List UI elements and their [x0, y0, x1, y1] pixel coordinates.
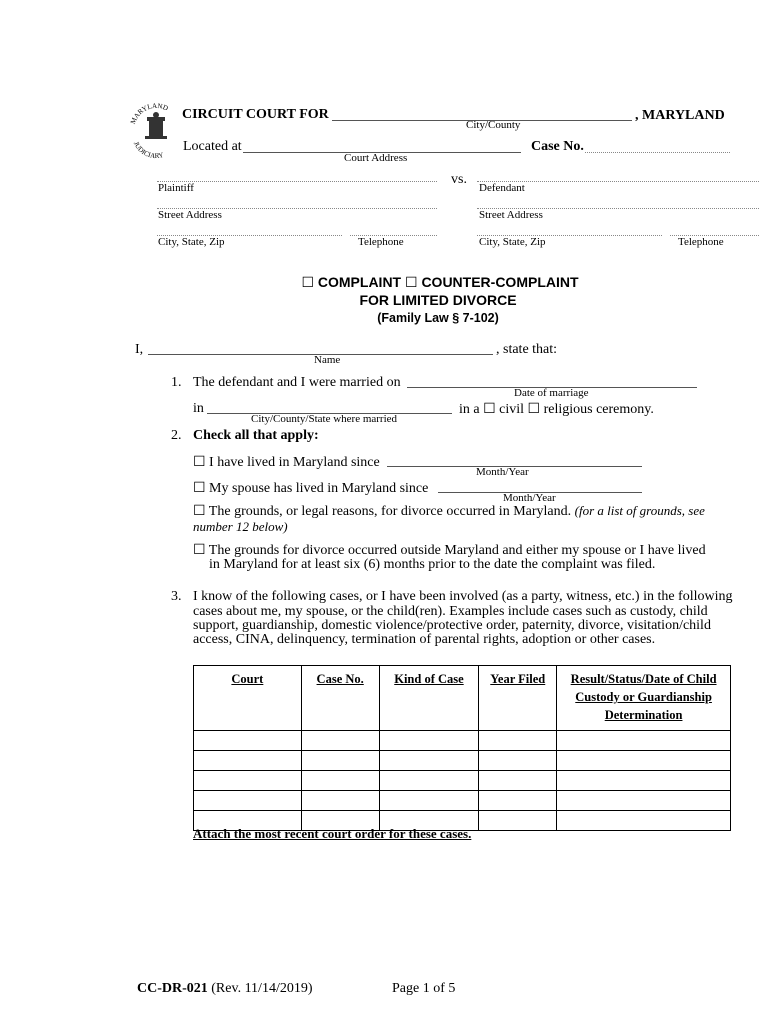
table-cell[interactable] — [379, 751, 479, 771]
table-cell[interactable] — [379, 791, 479, 811]
table-row — [194, 751, 731, 771]
table-cell[interactable] — [194, 751, 302, 771]
grounds-outside-continued: in Maryland for at least six (6) months prior to the date the complaint was filed. — [209, 557, 656, 572]
name-caption: Name — [314, 354, 341, 366]
plaintiff-telephone-caption: Telephone — [358, 236, 404, 248]
table-cell[interactable] — [194, 731, 302, 751]
vs-label: vs. — [451, 172, 467, 187]
grounds-in-maryland-checkbox[interactable] — [193, 503, 705, 520]
court-address-caption: Court Address — [344, 152, 408, 164]
maryland-label: , MARYLAND — [635, 108, 725, 123]
grounds-outside-checkbox[interactable]: ☐ The grounds for divorce occurred outside Maryland and either my spouse or I have lived — [193, 543, 706, 558]
table-cell[interactable] — [557, 771, 731, 791]
month-year-caption-1: Month/Year — [476, 466, 529, 478]
table-cell[interactable] — [301, 751, 379, 771]
marriage-place-caption: City/County/State where married — [251, 413, 398, 425]
item3-line3: support, guardianship, domestic violence/protective order, paternity, divorce, visitation/child — [193, 618, 711, 633]
table-cell[interactable] — [479, 811, 557, 831]
table-cell[interactable] — [557, 751, 731, 771]
table-row — [194, 791, 731, 811]
cases-table — [193, 665, 731, 831]
item2-number: 2. — [171, 428, 182, 443]
attach-order-note: Attach the most recent court order for these cases. — [193, 826, 472, 841]
column-header-case-no: Case No. — [301, 666, 379, 731]
title-family-law: (Family Law § 7-102) — [377, 311, 499, 325]
table-header-row — [194, 666, 731, 731]
form-revision: (Rev. 11/14/2019) — [211, 981, 313, 996]
item1-in: in — [193, 401, 204, 416]
table-cell[interactable] — [301, 791, 379, 811]
intro-i: I, — [135, 342, 144, 357]
item1-text: The defendant and I were married on — [193, 375, 401, 390]
case-no-label: Case No. — [531, 139, 584, 154]
marriage-date-caption: Date of marriage — [514, 387, 589, 399]
title-limited-divorce: FOR LIMITED DIVORCE — [359, 292, 517, 308]
plaintiff-caption: Plaintiff — [158, 182, 194, 194]
plaintiff-city-caption: City, State, Zip — [158, 236, 225, 248]
defendant-telephone-caption: Telephone — [678, 236, 724, 248]
seal-text-top: MARYLAND — [128, 101, 170, 126]
month-year-caption-2: Month/Year — [503, 492, 556, 504]
grounds-in-maryland-text: ☐ The grounds, or legal reasons, for divorce occurred in Maryland. — [193, 504, 572, 519]
table-cell[interactable] — [557, 731, 731, 751]
page-number: Page 1 of 5 — [392, 981, 456, 996]
grounds-note-a: (for a list of grounds, see — [574, 503, 705, 518]
item3-line1: I know of the following cases, or I have been involved (as a party, witness, etc.) in the following — [193, 589, 733, 604]
defendant-caption: Defendant — [479, 182, 525, 194]
plaintiff-street-caption: Street Address — [158, 209, 222, 221]
table-row — [194, 731, 731, 751]
defendant-street-caption: Street Address — [479, 209, 543, 221]
state-that-label: , state that: — [496, 342, 558, 357]
located-at-label: Located at — [183, 139, 242, 154]
maryland-judiciary-seal — [128, 100, 184, 160]
plaintiff-field[interactable] — [157, 181, 437, 182]
defendant-city-caption: City, State, Zip — [479, 236, 546, 248]
table-cell[interactable] — [479, 791, 557, 811]
table-cell[interactable] — [557, 791, 731, 811]
form-id: CC-DR-021 — [137, 981, 208, 996]
table-cell[interactable] — [479, 731, 557, 751]
ceremony-checkboxes[interactable]: in a ☐ civil ☐ religious ceremony. — [459, 402, 654, 417]
table-cell[interactable] — [557, 811, 731, 831]
item3-line4: access, CINA, delinquency, termination of parental rights, adoption or other cases. — [193, 632, 656, 647]
table-cell[interactable] — [479, 751, 557, 771]
item3-line2: cases about me, my spouse, or the child(ren). Examples include cases such as custody, child — [193, 604, 708, 619]
table-row — [194, 771, 731, 791]
column-header-court: Court — [194, 666, 302, 731]
item2-heading: Check all that apply: — [193, 428, 319, 443]
table-cell[interactable] — [194, 771, 302, 791]
item3-number: 3. — [171, 589, 182, 604]
column-header-year-filed: Year Filed — [479, 666, 557, 731]
table-cell[interactable] — [479, 771, 557, 791]
table-cell[interactable] — [194, 791, 302, 811]
column-header-result-status: Result/Status/Date of Child Custody or Guardianship Determination — [557, 666, 731, 731]
column-header-kind-of-case: Kind of Case — [379, 666, 479, 731]
spouse-lived-checkbox[interactable]: ☐ My spouse has lived in Maryland since — [193, 481, 429, 496]
form-id-footer — [137, 981, 313, 997]
table-cell[interactable] — [379, 731, 479, 751]
grounds-note-b: number 12 below) — [193, 519, 288, 534]
svg-text:JUDICIARY — [132, 140, 165, 160]
case-number-field[interactable] — [585, 152, 730, 153]
table-cell[interactable] — [301, 731, 379, 751]
lived-in-maryland-checkbox[interactable]: ☐ I have lived in Maryland since — [193, 455, 380, 470]
table-cell[interactable] — [301, 771, 379, 791]
city-county-caption: City/County — [466, 119, 521, 131]
circuit-court-for-label: CIRCUIT COURT FOR — [182, 107, 329, 122]
title-complaint: ☐ COMPLAINT ☐ COUNTER-COMPLAINT — [301, 274, 579, 290]
item1-number: 1. — [171, 375, 182, 390]
seal-text-bottom: JUDICIARY — [131, 140, 165, 160]
table-cell[interactable] — [379, 771, 479, 791]
